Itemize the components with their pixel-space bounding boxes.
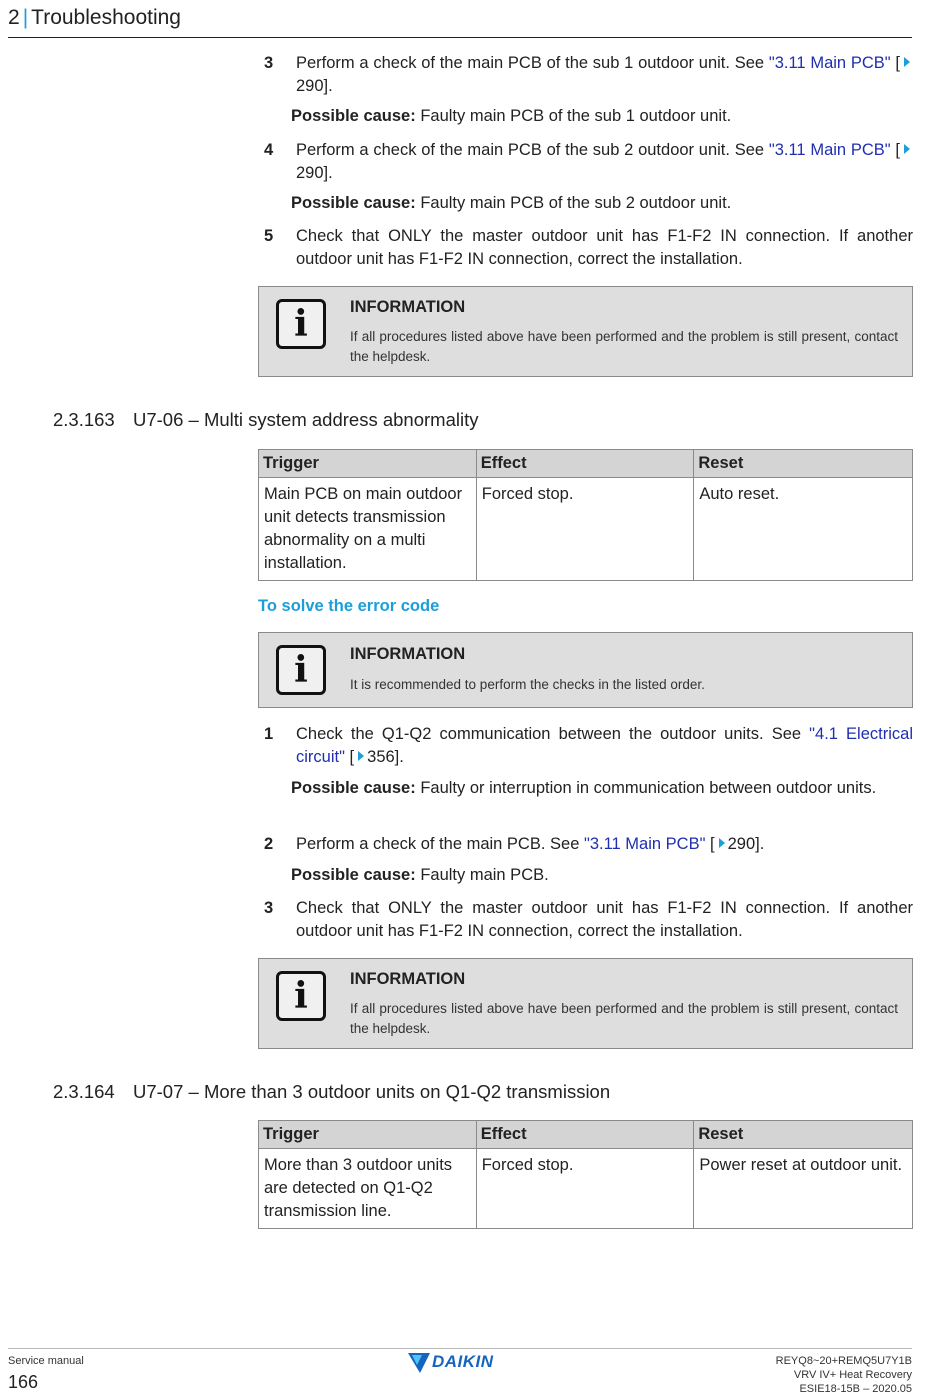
daikin-logo-icon (408, 1353, 430, 1373)
section-number: 2.3.163 (53, 409, 115, 430)
footer-divider (8, 1348, 912, 1349)
possible-cause: Possible cause: Faulty or interruption in communication between outdoor units. (291, 779, 877, 797)
section-heading (53, 1081, 610, 1103)
table-header-row (259, 1121, 913, 1149)
step-item (258, 723, 913, 769)
section-number: 2.3.164 (53, 1081, 115, 1102)
header-effect: Effect (476, 450, 694, 478)
subheading: To solve the error code (258, 597, 440, 615)
chapter-number: 2 (8, 6, 20, 29)
possible-cause: Possible cause: Faulty main PCB. (291, 866, 549, 884)
information-title: INFORMATION (350, 645, 466, 663)
header-reset: Reset (694, 450, 913, 478)
main-pcb-link[interactable]: "3.11 Main PCB" (768, 54, 891, 72)
cell-trigger: Main PCB on main outdoor unit detects transmission abnormality on a multi installation. (259, 478, 477, 581)
cell-effect: Forced stop. (476, 478, 694, 581)
information-icon: i (276, 645, 326, 695)
step-number: 4 (264, 141, 274, 159)
information-body: If all procedures listed above have been performed and the problem is still present, contact the helpdesk. (350, 1001, 898, 1036)
step-number: 5 (264, 227, 274, 245)
page-ref-arrow-icon (719, 838, 725, 848)
page-ref-arrow-icon (358, 751, 364, 761)
section-heading (53, 409, 478, 431)
information-icon: i (276, 971, 326, 1021)
step-item (258, 225, 913, 271)
section-title: U7-06 – Multi system address abnormality (133, 409, 479, 430)
step-number: 1 (264, 725, 274, 743)
page-header (8, 6, 912, 38)
step-text: Check the Q1-Q2 communication between the outdoor units. See "4.1 Electrical circuit" [ 356]. (296, 725, 913, 766)
error-code-table (258, 449, 913, 581)
error-code-table (258, 1120, 913, 1229)
information-box (258, 958, 913, 1049)
main-pcb-link[interactable]: "3.11 Main PCB" (768, 141, 891, 159)
header-separator: | (22, 6, 29, 29)
cell-reset: Power reset at outdoor unit. (694, 1149, 913, 1229)
information-box (258, 632, 913, 708)
table-row (259, 1149, 913, 1229)
section-title: U7-07 – More than 3 outdoor units on Q1-Q2 transmission (133, 1081, 611, 1102)
information-title: INFORMATION (350, 970, 466, 988)
possible-cause: Possible cause: Faulty main PCB of the sub 2 outdoor unit. (291, 194, 732, 212)
information-box (258, 286, 913, 377)
step-item (258, 897, 913, 943)
step-text: Check that ONLY the master outdoor unit has F1-F2 IN connection. If another outdoor unit has F1-F2 IN connection, correct the installation. (296, 899, 913, 940)
chapter-title: Troubleshooting (31, 6, 181, 29)
footer-model-info: REYQ8~20+REMQ5U7Y1B VRV IV+ Heat Recovery ESIE18-15B – 2020.05 (775, 1355, 912, 1394)
information-body: If all procedures listed above have been performed and the problem is still present, contact the helpdesk. (350, 329, 898, 364)
step-text: Perform a check of the main PCB of the sub 2 outdoor unit. See "3.11 Main PCB" [290]. (296, 139, 913, 185)
step-text: Perform a check of the main PCB. See "3.11 Main PCB" [ 290]. (296, 835, 765, 853)
step-number: 3 (264, 54, 274, 72)
page-ref-arrow-icon (904, 144, 910, 154)
header-trigger: Trigger (259, 1121, 477, 1149)
footer-document-type: Service manual (8, 1355, 84, 1367)
page-ref-arrow-icon (904, 57, 910, 67)
brand-name: DAIKIN (432, 1352, 494, 1371)
cell-effect: Forced stop. (476, 1149, 694, 1229)
daikin-logo (408, 1352, 512, 1374)
possible-cause: Possible cause: Faulty main PCB of the sub 1 outdoor unit. (291, 107, 732, 125)
information-body: It is recommended to perform the checks in the listed order. (350, 677, 705, 692)
table-row (259, 478, 913, 581)
information-icon: i (276, 299, 326, 349)
table-header-row (259, 450, 913, 478)
step-number: 2 (264, 835, 274, 853)
step-item (258, 139, 913, 185)
step-number: 3 (264, 899, 274, 917)
information-title: INFORMATION (350, 298, 466, 316)
step-text: Perform a check of the main PCB of the sub 1 outdoor unit. See "3.11 Main PCB" [290]. (296, 52, 913, 98)
cell-trigger: More than 3 outdoor units are detected on Q1-Q2 transmission line. (259, 1149, 477, 1229)
page-number: 166 (8, 1372, 39, 1392)
step-item (258, 833, 913, 856)
electrical-circuit-link[interactable]: "4.1 Electrical circuit" (296, 725, 913, 766)
main-pcb-link[interactable]: "3.11 Main PCB" (583, 835, 706, 853)
step-item (258, 52, 913, 98)
header-effect: Effect (476, 1121, 694, 1149)
header-trigger: Trigger (259, 450, 477, 478)
cell-reset: Auto reset. (694, 478, 913, 581)
step-text: Check that ONLY the master outdoor unit has F1-F2 IN connection. If another outdoor unit has F1-F2 IN connection, correct the installation. (296, 227, 913, 268)
header-reset: Reset (694, 1121, 913, 1149)
